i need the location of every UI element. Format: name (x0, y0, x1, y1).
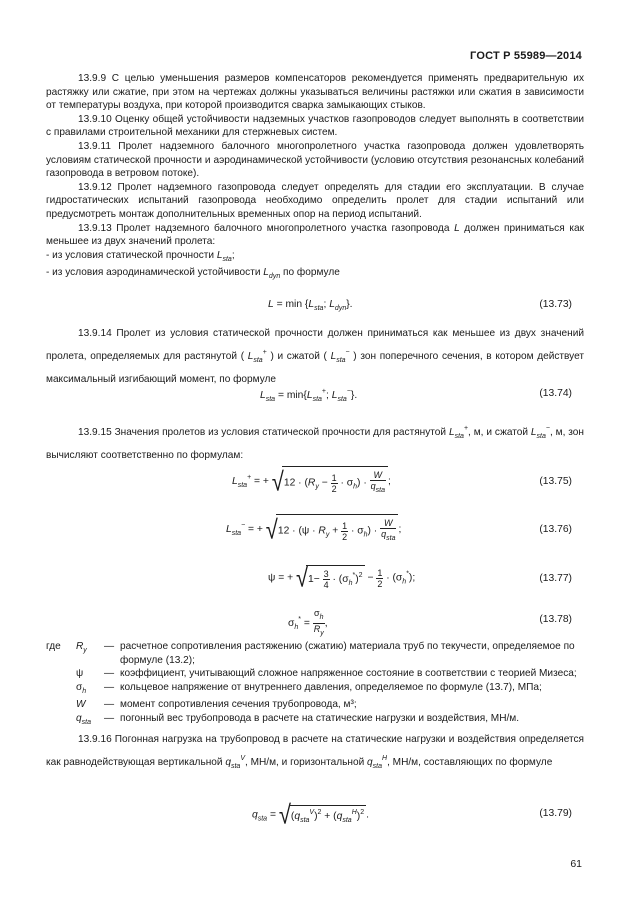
formula-number: (13.78) (539, 614, 572, 625)
text-body (46, 72, 584, 284)
definition-row: где $R_y$ — расчетное сопротивления растяжению (сжатию) материала труб по текучести, определяемое по формуле (13.2); (46, 641, 575, 666)
text-body-3 (46, 419, 584, 465)
definition-row: $\sigma_h$ — кольцевое напряжение от внутреннего давления, определяемое по формуле (13.7), МПа; (76, 681, 542, 695)
formula-number: (13.77) (539, 573, 572, 584)
paragraph-13-9-9: 13.9.9 С целью уменьшения размеров компенсаторов рекомендуется применять предварительную их растяжку или сжатие, при этом на чертежах должны указываться величины растяжки или сжатия в зависимости от температуры воздуха, при которой производится сварка замыкающих стыков. (46, 73, 584, 112)
page-number: 61 (570, 858, 582, 870)
paragraph-13-9-13: 13.9.13 Пролет надземного балочного многопролетного участка газопровода L должен приниматься как меньшее из двух значений пролета: (46, 222, 584, 248)
formula-number: (13.73) (539, 299, 572, 310)
list-item-static: - из условия статической прочности $L_{sta}$; (46, 249, 235, 263)
paragraph-13-9-12: 13.9.12 Пролет надземного газопровода следует определять для стадии его эксплуатации. В случае гидростатических испытаний газопровода необходимо определить пролет для стадии испытаний или предусмотреть монтаж дополнительных временных опор на период испытаний. (46, 181, 584, 220)
paragraph-13-9-10: 13.9.10 Оценку общей устойчивости надземных участков газопроводов следует выполнять в соответствии с правилами строительной механики для стержневых систем. (46, 113, 584, 139)
standard-header: ГОСТ Р 55989—2014 (470, 50, 582, 62)
formula-number: (13.76) (539, 524, 572, 535)
formula-number: (13.79) (539, 808, 572, 819)
formula-number: (13.75) (539, 476, 572, 487)
paragraph-13-9-15: 13.9.15 Значения пролетов из условия статической прочности для растянутой $L_{sta}^+$, м, и сжатой $L_{sta}^-$, м, зон вычисляют соответственно по формулам: (46, 425, 584, 461)
definitions-list (46, 640, 584, 776)
definition-row: W — момент сопротивления сечения трубопровода, м³; (76, 699, 357, 711)
paragraph-13-9-14: 13.9.14 Пролет из условия статической прочности должен приниматься как меньшее из двух значений пролета, определяемых для растянутой ( $L_{sta}^+$ ) и сжатой ( $L_{sta}^-$ ) зон поперечного сечения, в котором действует максимальный изгибающий момент, по формуле (46, 328, 585, 385)
text-body-2 (46, 324, 584, 389)
paragraph-13-9-11: 13.9.11 Пролет надземного балочного многопролетного участка газопровода должен удовлетворять условиям статической прочности и аэродинамической устойчивости (условию отсутствия резонансных колебаний газопровода в ветровом потоке). (46, 140, 584, 180)
list-item-dynamic: - из условия аэродинамической устойчивости $L_{dyn}$ по формуле (46, 267, 340, 281)
document-page: ГОСТ Р 55989—2014 13.9.9 С целью уменьшения размеров компенсаторов рекомендуется применять предварительную их растяжку или сжатие, при этом на чертежах должны указываться величины растяжки или сжатия в зависимости от температуры воздуха, при которой производится сварка замыкающих стыков. 13.9.10 Оценку общей устойчивости надземных участков газопроводов следует выполнять в соответствии с правилами строительной механики для стержневых систем. 13.9.11 Пролет надземного балочного многопролетного участка газопровода должен удовлетворять условиям статической прочности и аэродинамической устойчивости (условию отсутствия резонансных колебаний газопровода в ветровом потоке). 13.9.12 Пролет надземного газопровода следует определять для стадии его эксплуатации. В случае гидростатических испытаний газопровода необходимо определить пролет для стадии испытаний или предусмотреть монтаж дополнительных временных опор на период испытаний. 13.9.13 Пролет надземного балочного многопролетного участка газопровода L должен приниматься как меньшее из двух значений пролета: - из условия статической прочности $L_{sta}$; - из условия аэродинамической устойчивости $L_{dyn}$ по формуле $L = \min \{L_{sta}$; $L_{dyn}$}. (13.73) 13.9.14 Пролет из условия статической прочности должен приниматься как меньшее из двух значений пролета, определяемых для растянутой ( $L_{sta}^+$ ) и сжатой ( $L_{sta}^-$ ) зон поперечного сечения, в котором действует максимальный изгибающий момент, по формуле $L_{sta} = \min\{L_{sta}^+$; $L_{sta}^-$}. (13.74) 13.9.15 Значения пролетов из условия статической прочности для растянутой $L_{sta}^+$, м, и сжатой $L_{sta}^-$, м, зон вычисляют соответственно по формулам: $L_{sta}^+$ = + $√12 \cdot (R_y$ − $\frac{1}{2}$ · $\sigma_h$) · $\frac{W}{q_{sta}}$ ; (13.75) $L_{sta}^-$ = + $√12 \cdot (\psi \cdot R_y$ + $\frac{1}{2}$ · $\sigma_h$) · $\frac{W}{q_{sta}}$ ; (13.76) ψ = + √1− $\frac{3}{4}$ · $(\sigma_h^*)^2$ − $\frac{1}{2}$ · $(\sigma_h^*)$; (13.77) $\sigma_h^*$ = $\frac{\sigma_h}{R_y}$ , (13.78) где $R_y$ — расчетное сопротивления растяжению (сжатию) материала труб по текучести, определяемое по формуле (13.2); ψ — коэффициент, учитывающий сложное напряженное состояние в соответствии с теорией Мизеса; $\sigma_h$ — кольцевое напряжение от внутреннего давления, определяемое по формуле (13.7), МПа; W — момент сопротивления сечения трубопровода, м³; $q_{sta}$ — погонный вес трубопровода в расчете на статические нагрузки и воздействия, МН/м. 13.9.16 Погонная нагрузка на трубопровод в расчете на статические нагрузки и воздействия определяется как равнодействующая вертикальной $q_{sta}^V$, МН/м, и горизонтальной $q_{sta}^H$, МН/м, составляющих по формуле $q_{sta} = √(q_{sta}^V)^2 + (q_{sta}^H)^2$ . (13.79) 61 (46, 50, 585, 870)
paragraph-13-9-16: 13.9.16 Погонная нагрузка на трубопровод в расчете на статические нагрузки и воздействия определяется как равнодействующая вертикальной $q_{sta}^V$, МН/м, и горизонтальной $q_{sta}^H$, МН/м, составляющих по формуле (46, 733, 584, 770)
definition-row: $q_{sta}$ — погонный вес трубопровода в расчете на статические нагрузки и воздействия, МН/м. (76, 712, 520, 726)
formula-number: (13.74) (539, 388, 572, 399)
definition-row: ψ — коэффициент, учитывающий сложное напряженное состояние в соответствии с теорией Мизеса; (76, 668, 577, 680)
